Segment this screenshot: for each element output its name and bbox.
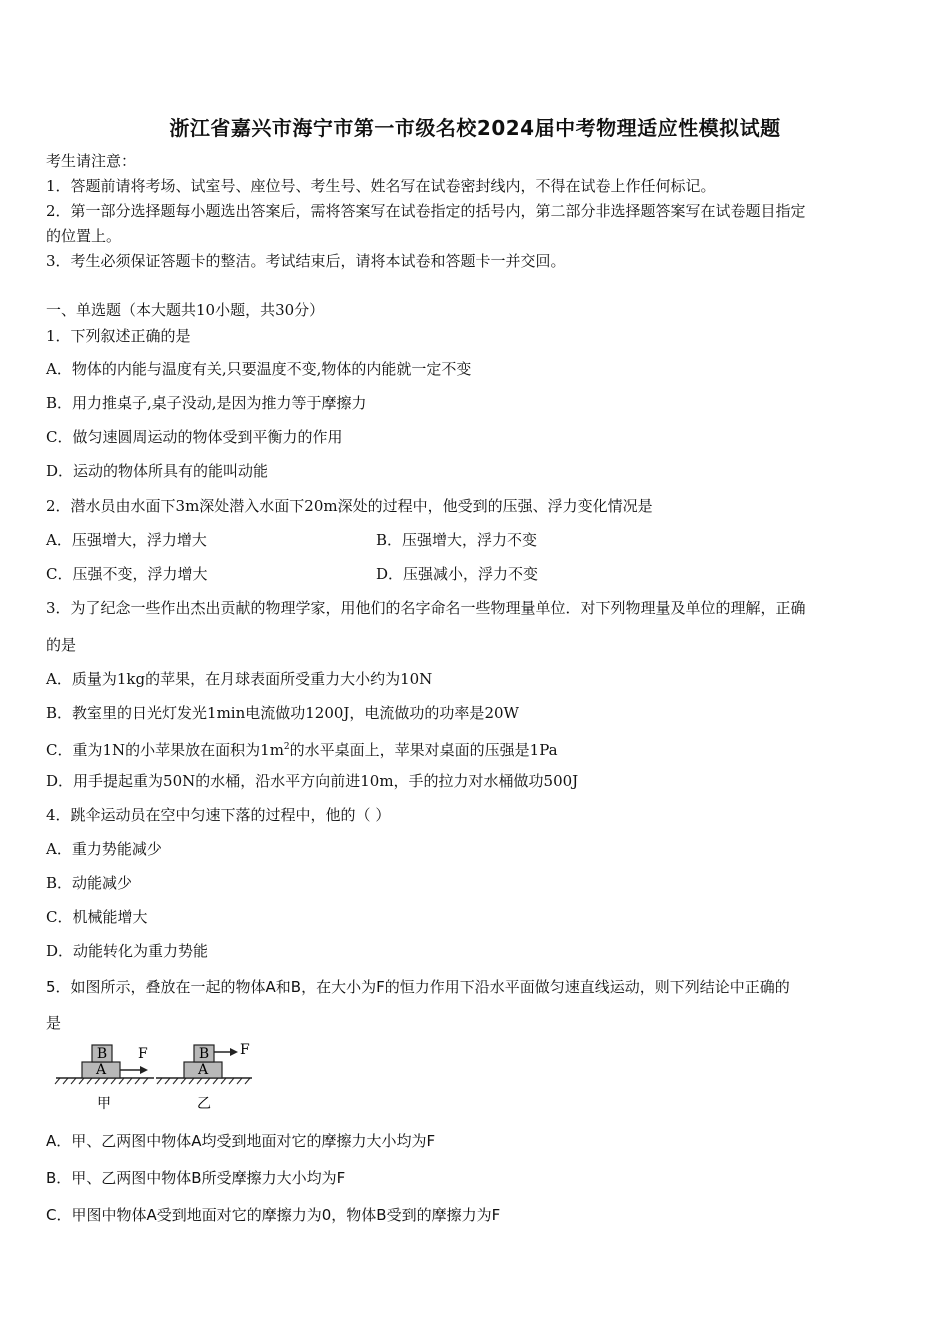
ground-hatch-right xyxy=(157,1078,250,1084)
q1-option-b: B．用力推桌子,桌子没动,是因为推力等于摩擦力 xyxy=(46,394,367,412)
q4-option-d: D．动能转化为重力势能 xyxy=(46,942,209,960)
q1-option-c: C．做匀速圆周运动的物体受到平衡力的作用 xyxy=(46,428,343,446)
notice-item-2: 2．第一部分选择题每小题选出答案后，需将答案写在试卷指定的括号内，第二部分非选择题答案写在试卷题目指定 xyxy=(46,202,806,220)
force-label-left: F xyxy=(138,1046,148,1062)
block-a-right-label: A xyxy=(197,1062,209,1078)
ground-hatch-left xyxy=(55,1078,148,1084)
q5-option-c: C．甲图中物体A受到地面对它的摩擦力为0，物体B受到的摩擦力为F xyxy=(46,1206,501,1224)
q4-option-c: C．机械能增大 xyxy=(46,908,148,926)
q3-stem-line1: 3．为了纪念一些作出杰出贡献的物理学家，用他们的名字命名一些物理量单位．对下列物理量及单位的理解，正确 xyxy=(46,599,806,617)
q5-option-b: B．甲、乙两图中物体B所受摩擦力大小均为F xyxy=(46,1169,346,1187)
q5-stem-line2: 是 xyxy=(46,1014,62,1032)
q3-option-c-head: C．重为1N的小苹果放在面积为1m xyxy=(46,741,284,759)
exam-title: 浙江省嘉兴市海宁市第一市级名校2024届中考物理适应性模拟试题 xyxy=(169,116,781,140)
q1-option-a: A．物体的内能与温度有关,只要温度不变,物体的内能就一定不变 xyxy=(46,360,472,378)
q3-option-c xyxy=(46,736,906,761)
force-arrowhead-right xyxy=(230,1048,238,1056)
figure-caption-right: 乙 xyxy=(197,1096,211,1112)
q2-option-d: D．压强减小，浮力不变 xyxy=(376,565,539,583)
section-heading: 一、单选题（本大题共10小题，共30分） xyxy=(46,301,325,319)
notice-item-3: 3．考生必须保证答题卡的整洁。考试结束后，请将本试卷和答题卡一并交回。 xyxy=(46,252,566,270)
q3-option-c-sup: 2 xyxy=(283,742,290,752)
q3-option-a: A．质量为1kg的苹果，在月球表面所受重力大小约为10N xyxy=(46,670,433,688)
notice-heading: 考生请注意： xyxy=(46,152,137,170)
q2-option-c: C．压强不变，浮力增大 xyxy=(46,565,208,583)
block-b-left-label: B xyxy=(96,1046,108,1062)
q3-option-b: B．教室里的日光灯发光1min电流做功1200J，电流做功的功率是20W xyxy=(46,704,519,722)
q4-option-b: B．动能减少 xyxy=(46,874,133,892)
block-b-right-label: B xyxy=(198,1046,210,1062)
notice-item-1: 1．答题前请将考场、试室号、座位号、考生号、姓名写在试卷密封线内，不得在试卷上作任何标记。 xyxy=(46,177,716,195)
force-arrowhead-left xyxy=(140,1066,148,1074)
figure-caption-left: 甲 xyxy=(97,1096,111,1112)
block-a-left-label: A xyxy=(95,1062,107,1078)
q2-stem: 2．潜水员由水面下3m深处潜入水面下20m深处的过程中，他受到的压强、浮力变化情况是 xyxy=(46,497,653,515)
figure-left xyxy=(55,1045,154,1112)
q3-option-d: D．用手提起重为50N的水桶，沿水平方向前进10m，手的拉力对水桶做功500J xyxy=(46,772,579,790)
q5-figure xyxy=(52,1040,262,1112)
q3-stem-line2: 的是 xyxy=(46,636,77,654)
q2-option-a: A．压强增大，浮力增大 xyxy=(46,531,207,549)
q5-stem-line1: 5．如图所示，叠放在一起的物体A和B，在大小为F的恒力作用下沿水平面做匀速直线运动，则下列结论中正确的 xyxy=(46,978,790,996)
q4-stem: 4．跳伞运动员在空中匀速下落的过程中，他的（ ） xyxy=(46,806,391,824)
q3-option-c-tail: 的水平桌面上，苹果对桌面的压强是1Pa xyxy=(289,741,558,759)
notice-item-2-cont: 的位置上。 xyxy=(46,227,122,245)
q2-option-b: B．压强增大，浮力不变 xyxy=(376,531,538,549)
q1-stem: 1．下列叙述正确的是 xyxy=(46,327,191,345)
q4-option-a: A．重力势能减少 xyxy=(46,840,162,858)
force-label-right: F xyxy=(240,1042,250,1058)
q1-option-d: D．运动的物体所具有的能叫动能 xyxy=(46,462,269,480)
figure-right xyxy=(156,1042,252,1112)
q5-option-a: A．甲、乙两图中物体A均受到地面对它的摩擦力大小均为F xyxy=(46,1132,436,1150)
